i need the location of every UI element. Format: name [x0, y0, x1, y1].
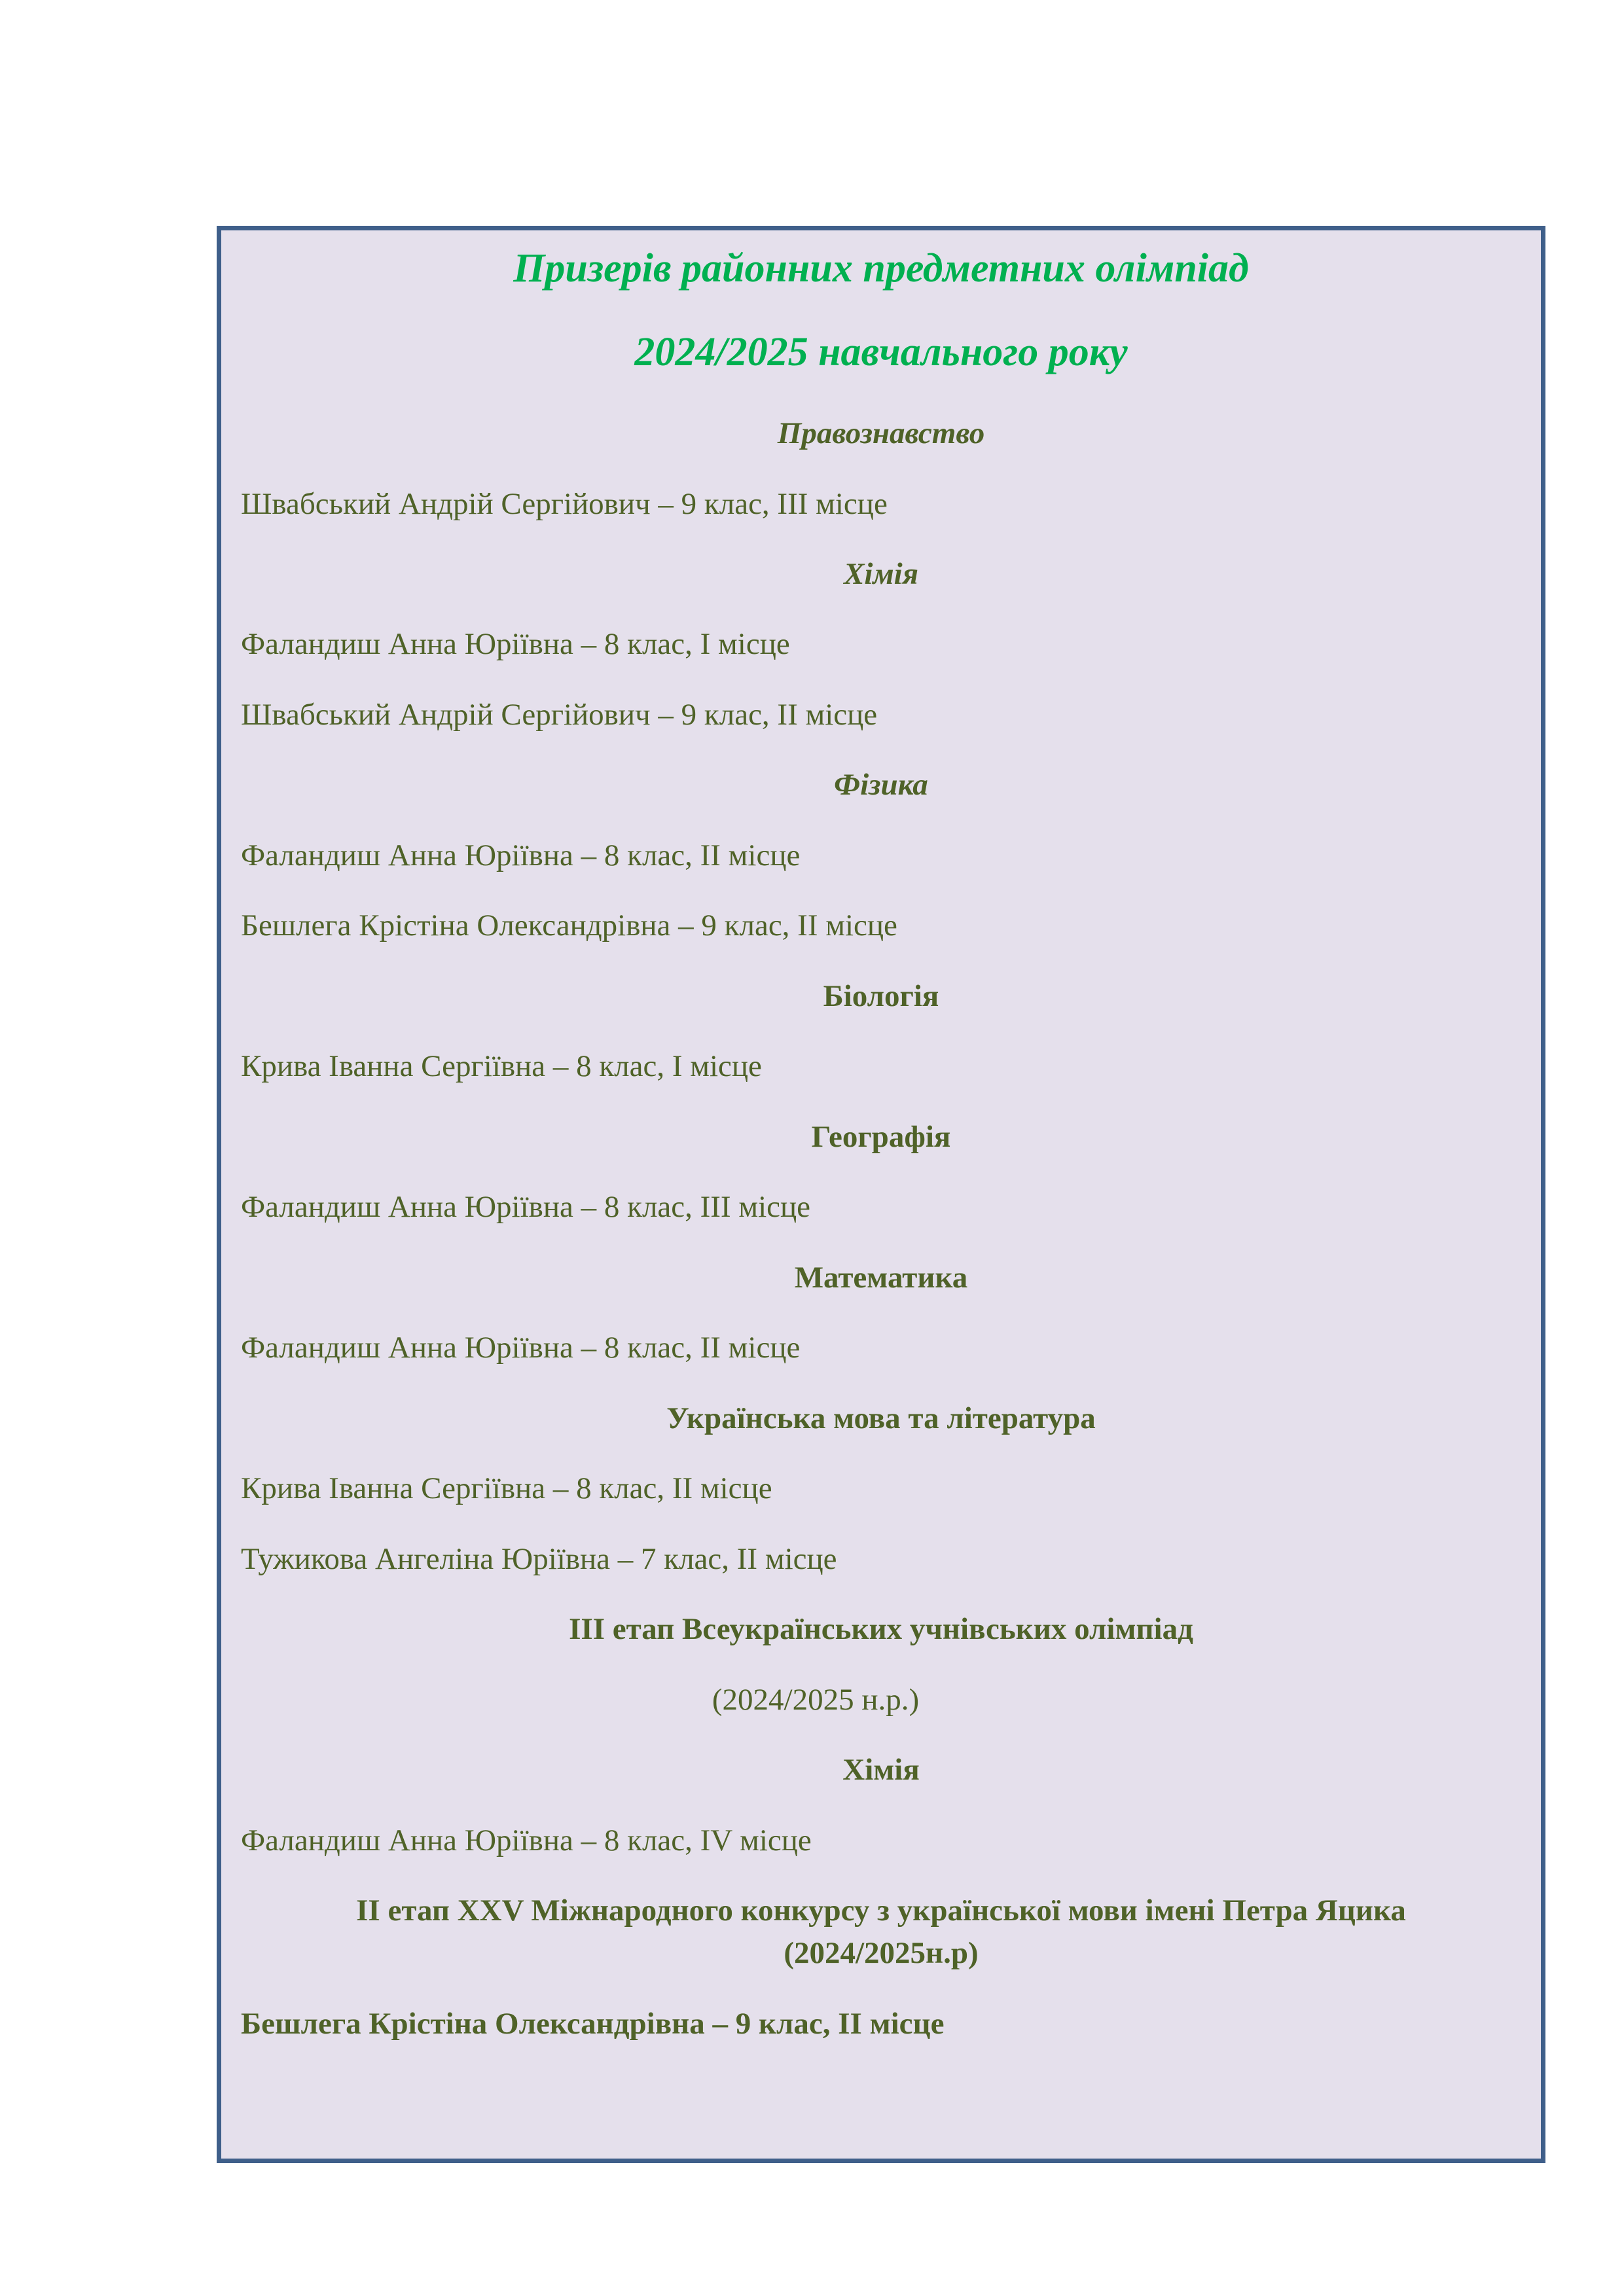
entry-chemistry-2: Швабський Андрій Сергійович – 9 клас, ІІ місце [241, 698, 878, 732]
stage3-heading: ІІІ етап Всеукраїнських учнівських олімпіад [569, 1612, 1193, 1646]
section-heading-biology: Біологія [823, 979, 939, 1013]
stage3-subject: Хімія [842, 1753, 920, 1787]
entry-chemistry-1: Фаландиш Анна Юріївна – 8 клас, І місце [241, 627, 790, 661]
section-heading-law: Правознавство [777, 416, 985, 450]
stage3-year: (2024/2025 н.р.) [712, 1683, 920, 1717]
section-heading-math: Математика [794, 1261, 968, 1295]
contest-heading: ІІ етап ХХV Міжнародного конкурсу з української мови імені Петра Яцика [356, 1893, 1406, 1928]
entry-ukrainian-2: Тужикова Ангеліна Юріївна – 7 клас, ІІ місце [241, 1542, 837, 1576]
entry-biology-1: Крива Іванна Сергіївна – 8 клас, І місце [241, 1049, 762, 1083]
entry-law-1: Швабський Андрій Сергійович – 9 клас, ІІІ місце [241, 487, 888, 521]
entry-physics-2: Бешлега Крістіна Олександрівна – 9 клас, ІІ місце [241, 908, 897, 942]
section-heading-physics: Фізика [834, 768, 928, 802]
section-heading-ukrainian: Українська мова та література [666, 1401, 1096, 1435]
page-subtitle: 2024/2025 навчального року [634, 330, 1128, 374]
entry-ukrainian-1: Крива Іванна Сергіївна – 8 клас, ІІ місце [241, 1471, 772, 1505]
contest-entry: Бешлега Крістіна Олександрівна – 9 клас, ІІ місце [241, 2007, 945, 2041]
entry-physics-1: Фаландиш Анна Юріївна – 8 клас, ІІ місце [241, 838, 801, 872]
section-heading-chemistry: Хімія [844, 557, 918, 591]
contest-year: (2024/2025н.р) [784, 1936, 979, 1970]
entry-math-1: Фаландиш Анна Юріївна – 8 клас, ІІ місце [241, 1331, 801, 1365]
content-frame [217, 226, 1545, 2163]
page-title: Призерів районних предметних олімпіад [513, 246, 1249, 291]
stage3-entry: Фаландиш Анна Юріївна – 8 клас, ІV місце [241, 1823, 812, 1857]
entry-geography-1: Фаландиш Анна Юріївна – 8 клас, ІІІ місце [241, 1190, 811, 1224]
section-heading-geography: Географія [811, 1120, 951, 1154]
